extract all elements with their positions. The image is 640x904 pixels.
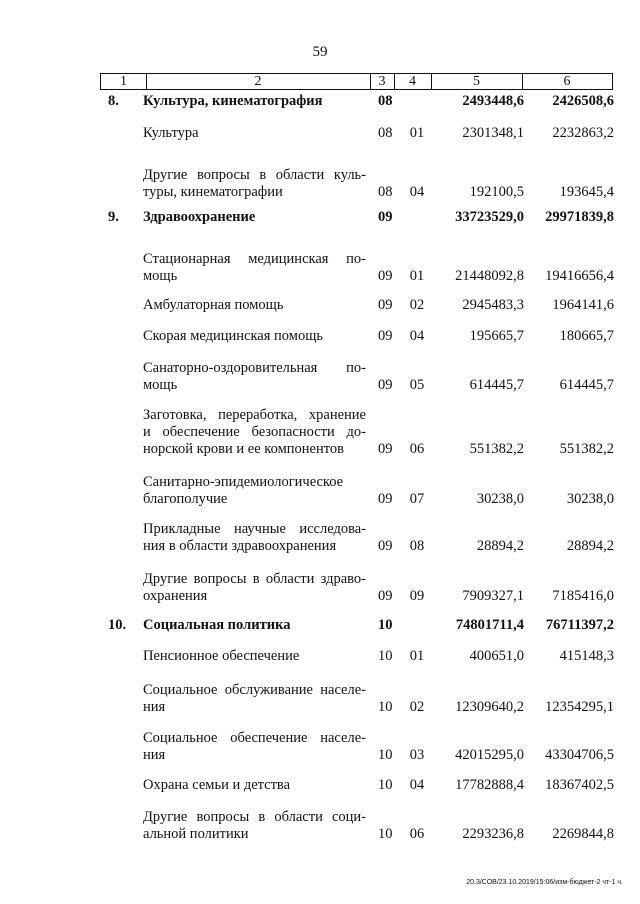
row-name [143,682,366,716]
row-name-line: альной политики [143,826,249,842]
row-name-line: Здравоохранение [143,209,256,225]
row-c3: 09 [378,268,393,284]
row-name-line: Охрана семьи и детства [143,777,291,793]
page-number: 59 [312,44,328,60]
row-c5: 2293236,8 [462,826,524,842]
row-name-line: туры, кинематографии [143,184,283,200]
row-c4: 01 [409,648,425,664]
row-c3: 09 [378,491,393,507]
row-name-line: норской крови и ее компонентов [143,441,344,457]
header-col-2: 2 [146,74,371,89]
row-c4: 03 [409,747,425,763]
row-c5: 2945483,3 [462,297,524,313]
row-name [143,360,366,394]
row-c5: 33723529,0 [455,209,524,225]
row-name [143,617,366,634]
row-name [143,730,366,764]
row-c6: 415148,3 [559,648,614,664]
row-name [143,809,366,843]
row-name-line: Прикладные научные исследова- [143,521,366,537]
row-c3: 10 [378,826,393,842]
row-c5: 30238,0 [476,491,524,507]
row-name-line: Санитарно-эпидемиологическое [143,474,344,490]
row-name [143,167,366,201]
row-c3: 08 [378,125,393,141]
row-c4: 04 [409,328,425,344]
row-c5: 614445,7 [469,377,524,393]
row-c6: 2426508,6 [552,93,614,109]
row-number: 9. [108,209,119,225]
row-c5: 21448092,8 [455,268,524,284]
row-c5: 2493448,6 [462,93,524,109]
row-c6: 30238,0 [566,491,614,507]
row-name-line: мощь [143,268,178,284]
row-name-line: благополучие [143,491,228,507]
table-header [100,73,613,90]
row-c4: 01 [409,125,425,141]
footer-stamp: 20.3/СОВ/23.10.2019/15:06/изм-бюджет-2 чт-1 ч. [466,879,623,886]
row-c3: 09 [378,297,393,313]
row-name-line: Социальная политика [143,617,291,633]
row-name [143,648,366,665]
row-name-line: Стационарная медицинская по- [143,251,366,267]
row-c6: 1964141,6 [552,297,614,313]
row-name [143,297,366,314]
row-c5: 7909327,1 [462,588,524,604]
row-c4: 06 [409,826,425,842]
row-c5: 195665,7 [469,328,524,344]
row-c3: 10 [378,777,393,793]
row-c3: 10 [378,699,393,715]
row-name-line: Другие вопросы в области соци- [143,809,366,825]
header-col-1: 1 [101,74,147,89]
row-name [143,474,366,508]
row-c3: 08 [378,184,393,200]
row-name-line: Культура, кинематография [143,93,323,109]
row-c3: 09 [378,328,393,344]
row-c5: 74801711,4 [455,617,524,633]
row-c5: 551382,2 [469,441,524,457]
row-name-line: мощь [143,377,178,393]
row-c3: 09 [378,588,393,604]
row-name [143,407,366,458]
row-c5: 17782888,4 [455,777,524,793]
row-c6: 2269844,8 [552,826,614,842]
row-c5: 400651,0 [469,648,524,664]
row-c4: 01 [409,268,425,284]
row-c5: 192100,5 [469,184,524,200]
row-name [143,93,366,110]
row-number: 8. [108,93,119,109]
row-c5: 12309640,2 [455,699,524,715]
row-c4: 02 [409,297,425,313]
row-c4: 04 [409,777,425,793]
row-name [143,209,366,226]
row-c3: 08 [378,93,393,109]
row-c4: 04 [409,184,425,200]
row-c6: 193645,4 [559,184,614,200]
header-col-4: 4 [394,74,432,89]
row-name-line: и обеспечение безопасности до- [143,424,366,440]
row-name-line: Социальное обеспечение населе- [143,730,366,746]
row-c6: 28894,2 [566,538,614,554]
row-name-line: ния [143,747,166,763]
row-c6: 12354295,1 [545,699,614,715]
row-c6: 29971839,8 [545,209,614,225]
row-c4: 02 [409,699,425,715]
row-c6: 19416656,4 [545,268,614,284]
row-name [143,328,366,345]
row-c4: 08 [409,538,425,554]
row-c3: 09 [378,538,393,554]
row-c3: 09 [378,441,393,457]
row-name-line: Заготовка, переработка, хранение [143,407,366,423]
row-name [143,571,366,605]
row-c5: 28894,2 [476,538,524,554]
row-c3: 09 [378,377,393,393]
row-c6: 614445,7 [559,377,614,393]
row-name [143,125,366,142]
row-name-line: Социальное обслуживание населе- [143,682,366,698]
row-name-line: Амбулаторная помощь [143,297,284,313]
row-name-line: охранения [143,588,208,604]
row-c4: 05 [409,377,425,393]
row-name [143,521,366,555]
row-name-line: Культура [143,125,199,141]
row-c6: 76711397,2 [545,617,614,633]
row-c3: 10 [378,747,393,763]
row-c3: 09 [378,209,393,225]
row-c5: 2301348,1 [462,125,524,141]
row-c6: 7185416,0 [552,588,614,604]
row-name-line: Другие вопросы в области здраво- [143,571,366,587]
row-c6: 18367402,5 [545,777,614,793]
row-c6: 551382,2 [559,441,614,457]
header-col-6: 6 [563,74,571,89]
row-name-line: Санаторно-оздоровительная по- [143,360,366,376]
row-c3: 10 [378,648,393,664]
row-number: 10. [108,617,127,633]
row-c4: 07 [409,491,425,507]
row-c4: 09 [409,588,425,604]
row-name [143,251,366,285]
row-name-line: ния в области здравоохранения [143,538,337,554]
row-name [143,777,366,794]
row-c3: 10 [378,617,393,633]
row-name-line: Пенсионное обеспечение [143,648,300,664]
row-name-line: Скорая медицинская помощь [143,328,323,344]
row-c4: 06 [409,441,425,457]
row-c5: 42015295,0 [455,747,524,763]
header-col-3: 3 [370,74,395,89]
row-c6: 43304706,5 [545,747,614,763]
row-c6: 180665,7 [559,328,614,344]
row-name-line: Другие вопросы в области куль- [143,167,366,183]
row-c6: 2232863,2 [552,125,614,141]
row-name-line: ния [143,699,166,715]
header-col-5: 5 [431,74,523,89]
